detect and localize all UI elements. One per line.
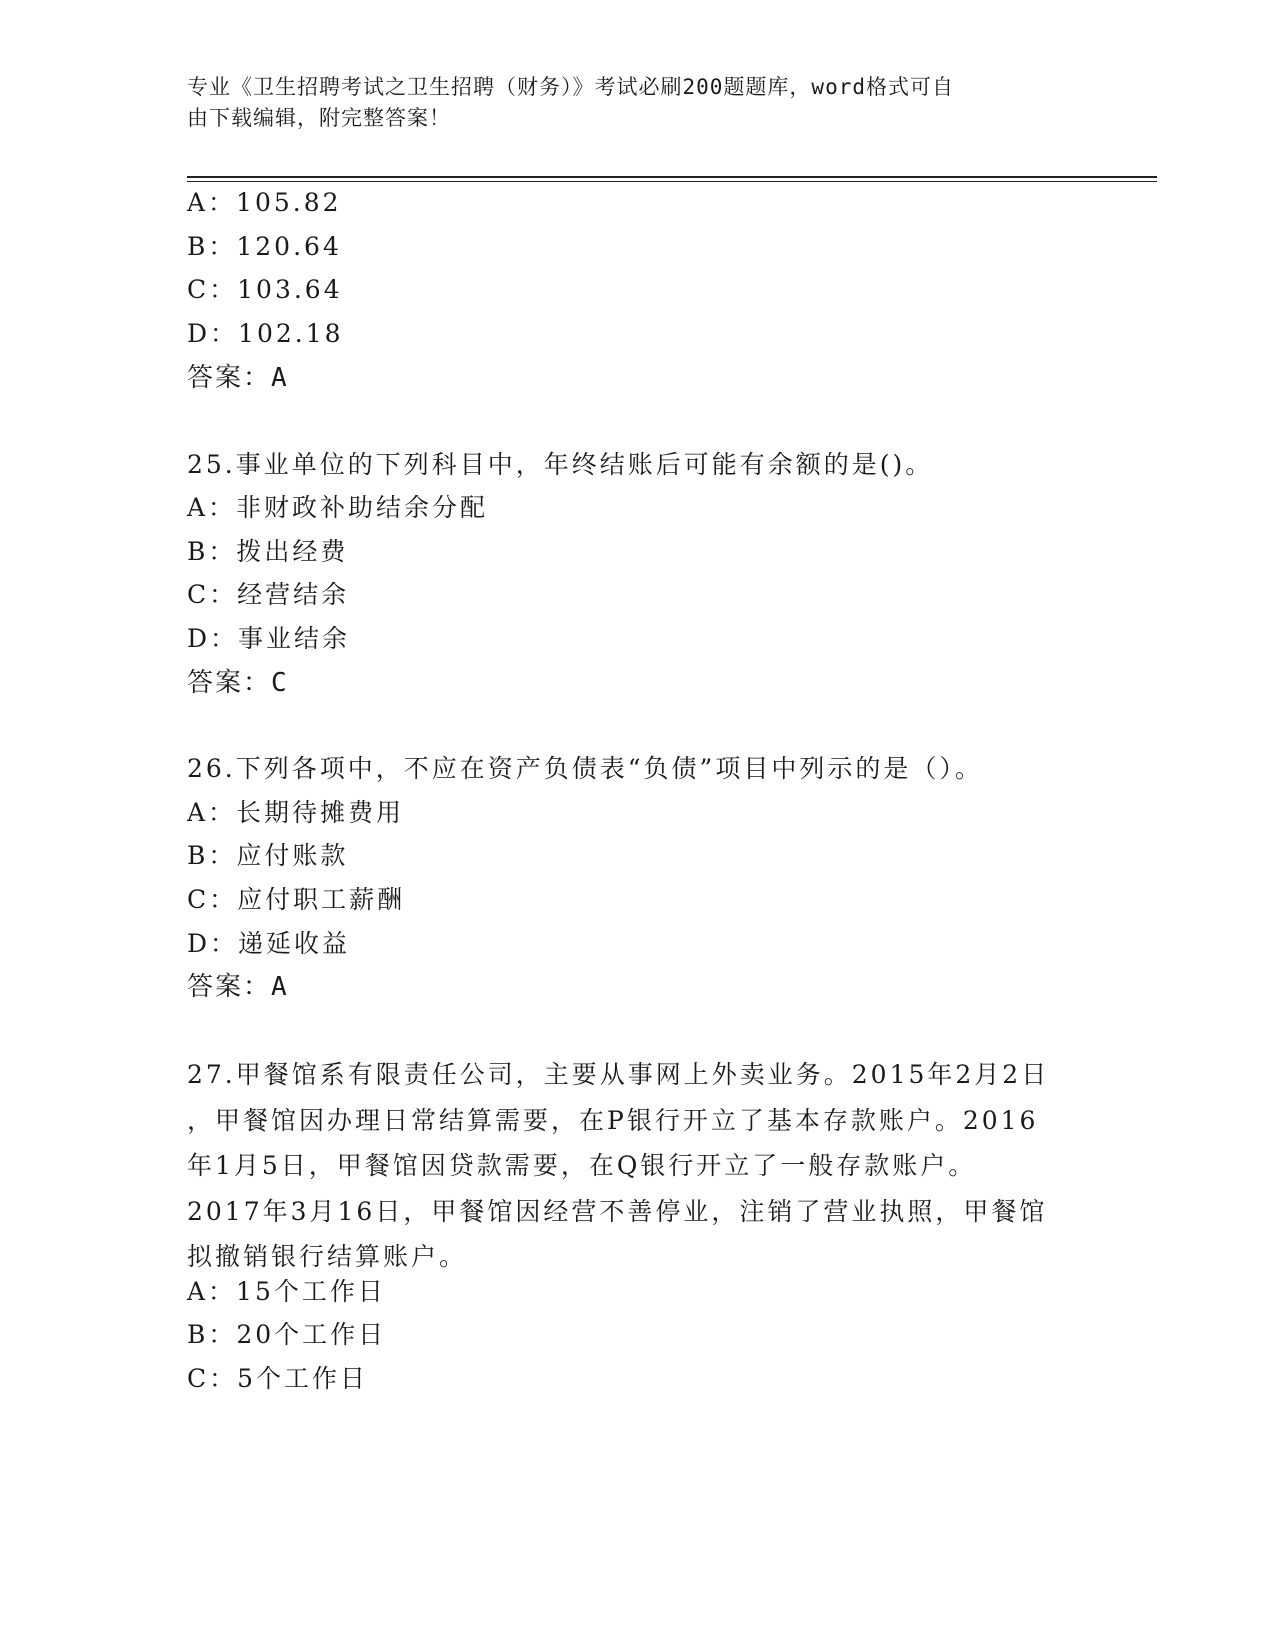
q27-question [187, 1052, 1087, 1280]
q24-option-c: C：103.64 [187, 275, 343, 304]
q27-question-line: ，甲餐馆因办理日常结算需要，在P银行开立了基本存款账户。2016 [187, 1105, 1039, 1135]
header-line-1: 专业《卫生招聘考试之卫生招聘（财务）》考试必刷200题题库，word格式可自 [187, 75, 954, 99]
header-line-2: 由下载编辑，附完整答案！ [187, 106, 451, 130]
q26-option-d: D：递延收益 [187, 929, 351, 958]
q26-option-c: C：应付职工薪酬 [187, 885, 406, 914]
document-header [187, 72, 1057, 134]
q24-option-a: A：105.82 [187, 188, 342, 217]
q26-option-b: B：应付账款 [187, 841, 349, 870]
header-divider-thin [187, 181, 1157, 182]
q25-answer: 答案：C [187, 668, 289, 698]
q25-option-a: A：非财政补助结余分配 [187, 493, 489, 522]
header-divider-thick [187, 176, 1157, 178]
q27-question-line: 年1月5日，甲餐馆因贷款需要，在Q银行开立了一般存款账户。 [187, 1151, 977, 1180]
q25-option-b: B：拨出经费 [187, 537, 349, 566]
q25-option-d: D：事业结余 [187, 624, 351, 653]
q24-option-b: B：120.64 [187, 232, 342, 261]
q24-option-d: D：102.18 [187, 319, 344, 348]
q27-question-line: 拟撤销银行结算账户。 [187, 1242, 468, 1271]
q27-option-a: A：15个工作日 [187, 1277, 386, 1306]
q27-option-c: C：5个工作日 [187, 1364, 369, 1393]
q26-question: 26.下列各项中，不应在资产负债表“负债”项目中列示的是（）。 [187, 754, 983, 783]
q27-question-line: 2017年3月16日，甲餐馆因经营不善停业，注销了营业执照，甲餐馆 [187, 1196, 1048, 1226]
q27-option-b: B：20个工作日 [187, 1320, 387, 1349]
q27-question-line: 27.甲餐馆系有限责任公司，主要从事网上外卖业务。2015年2月2日 [187, 1060, 1050, 1089]
q26-option-a: A：长期待摊费用 [187, 798, 405, 827]
q26-answer: 答案：A [187, 972, 289, 1002]
q25-option-c: C：经营结余 [187, 580, 350, 609]
q25-question: 25.事业单位的下列科目中，年终结账后可能有余额的是()。 [187, 450, 934, 479]
q24-answer: 答案：A [187, 363, 289, 393]
